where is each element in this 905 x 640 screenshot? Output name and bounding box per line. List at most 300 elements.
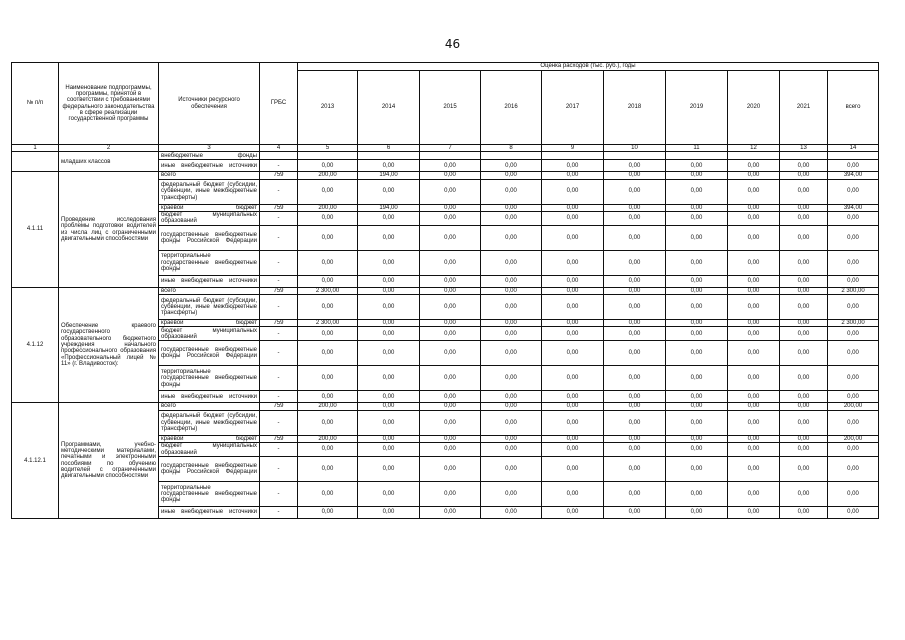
table-row — [12, 152, 879, 160]
source-cell: федеральный бюджет (субсидии, субвенции, иные межбюджетные трансферты) — [159, 410, 260, 435]
value-cell — [298, 152, 358, 160]
header-year: 2015 — [420, 71, 481, 145]
value-cell — [780, 152, 828, 160]
value-cell: 0,00 — [358, 341, 420, 366]
value-cell: 0,00 — [728, 179, 780, 204]
value-cell: 0,00 — [828, 211, 879, 225]
value-cell: 0,00 — [420, 507, 481, 519]
value-cell: 0,00 — [666, 211, 728, 225]
header-year: 2021 — [780, 71, 828, 145]
value-cell: 0,00 — [728, 507, 780, 519]
column-number: 11 — [666, 145, 728, 152]
column-number: 2 — [59, 145, 159, 152]
value-cell: 0,00 — [780, 295, 828, 320]
grbs-cell: - — [260, 295, 298, 320]
source-cell: территориальные государственные внебюджетные фонды — [159, 482, 260, 507]
value-cell: 2 300,00 — [828, 287, 879, 294]
grbs-cell: - — [260, 179, 298, 204]
value-cell: 0,00 — [728, 287, 780, 294]
value-cell: 0,00 — [780, 391, 828, 403]
value-cell: 0,00 — [780, 403, 828, 410]
value-cell: 0,00 — [728, 327, 780, 341]
value-cell: 0,00 — [666, 443, 728, 457]
column-number: 13 — [780, 145, 828, 152]
value-cell: 0,00 — [604, 410, 666, 435]
column-number: 1 — [12, 145, 59, 152]
grbs-cell: - — [260, 410, 298, 435]
value-cell: 0,00 — [542, 295, 604, 320]
value-cell — [828, 152, 879, 160]
value-cell: 0,00 — [728, 403, 780, 410]
value-cell: 0,00 — [728, 250, 780, 275]
value-cell: 0,00 — [298, 327, 358, 341]
grbs-cell: - — [260, 275, 298, 287]
value-cell: 0,00 — [780, 287, 828, 294]
value-cell: 0,00 — [358, 320, 420, 327]
value-cell: 0,00 — [828, 295, 879, 320]
value-cell: 0,00 — [481, 507, 542, 519]
value-cell: 0,00 — [420, 320, 481, 327]
value-cell — [481, 152, 542, 160]
value-cell: 0,00 — [481, 443, 542, 457]
value-cell: 0,00 — [728, 225, 780, 250]
value-cell: 0,00 — [828, 482, 879, 507]
grbs-cell: 759 — [260, 287, 298, 294]
value-cell: 0,00 — [728, 391, 780, 403]
column-number: 12 — [728, 145, 780, 152]
value-cell: 0,00 — [666, 160, 728, 172]
value-cell: 0,00 — [666, 275, 728, 287]
source-cell: краевой бюджет — [159, 320, 260, 327]
value-cell: 0,00 — [358, 225, 420, 250]
value-cell: 0,00 — [728, 320, 780, 327]
value-cell: 0,00 — [780, 275, 828, 287]
value-cell: 0,00 — [358, 275, 420, 287]
value-cell: 0,00 — [420, 341, 481, 366]
value-cell: 0,00 — [666, 287, 728, 294]
value-cell: 0,00 — [358, 327, 420, 341]
value-cell: 0,00 — [728, 366, 780, 391]
grbs-cell: 759 — [260, 320, 298, 327]
value-cell: 0,00 — [481, 295, 542, 320]
value-cell: 0,00 — [728, 172, 780, 179]
value-cell: 0,00 — [358, 179, 420, 204]
grbs-cell: 759 — [260, 204, 298, 211]
row-code: 4.1.12 — [12, 287, 59, 403]
value-cell: 0,00 — [604, 507, 666, 519]
value-cell: 0,00 — [666, 482, 728, 507]
value-cell: 0,00 — [358, 366, 420, 391]
grbs-cell: - — [260, 366, 298, 391]
value-cell: 0,00 — [666, 172, 728, 179]
value-cell: 0,00 — [542, 391, 604, 403]
value-cell: 0,00 — [298, 482, 358, 507]
value-cell: 0,00 — [298, 179, 358, 204]
value-cell: 0,00 — [728, 341, 780, 366]
row-code: 4.1.12.1 — [12, 403, 59, 519]
value-cell: 0,00 — [420, 327, 481, 341]
table-row — [12, 172, 879, 179]
value-cell: 0,00 — [828, 225, 879, 250]
value-cell: 0,00 — [542, 403, 604, 410]
grbs-cell — [260, 152, 298, 160]
value-cell: 0,00 — [728, 160, 780, 172]
value-cell: 0,00 — [728, 443, 780, 457]
value-cell: 0,00 — [358, 435, 420, 442]
value-cell: 0,00 — [358, 391, 420, 403]
row-code — [12, 152, 59, 172]
row-name: младших классов — [59, 152, 159, 172]
table-row — [12, 287, 879, 294]
header-sources: Источники ресурсного обеспечения — [159, 63, 260, 145]
value-cell: 0,00 — [420, 391, 481, 403]
value-cell: 0,00 — [298, 250, 358, 275]
value-cell: 0,00 — [780, 179, 828, 204]
value-cell — [666, 152, 728, 160]
value-cell: 0,00 — [420, 211, 481, 225]
value-cell: 0,00 — [420, 295, 481, 320]
value-cell: 200,00 — [298, 172, 358, 179]
value-cell: 200,00 — [828, 403, 879, 410]
value-cell: 0,00 — [728, 457, 780, 482]
value-cell: 0,00 — [481, 211, 542, 225]
value-cell: 0,00 — [828, 410, 879, 435]
value-cell: 0,00 — [604, 204, 666, 211]
value-cell: 0,00 — [604, 172, 666, 179]
value-cell: 0,00 — [481, 204, 542, 211]
column-number: 7 — [420, 145, 481, 152]
value-cell: 0,00 — [666, 204, 728, 211]
value-cell: 0,00 — [666, 295, 728, 320]
value-cell: 0,00 — [542, 507, 604, 519]
value-cell: 0,00 — [828, 443, 879, 457]
source-cell: иные внебюджетные источники — [159, 507, 260, 519]
column-number: 14 — [828, 145, 879, 152]
value-cell: 0,00 — [604, 250, 666, 275]
value-cell: 0,00 — [298, 391, 358, 403]
header-grbs: ГРБС — [260, 63, 298, 145]
value-cell: 0,00 — [542, 287, 604, 294]
value-cell: 0,00 — [542, 211, 604, 225]
value-cell: 0,00 — [298, 160, 358, 172]
value-cell: 0,00 — [481, 327, 542, 341]
grbs-cell: - — [260, 341, 298, 366]
value-cell: 0,00 — [420, 403, 481, 410]
value-cell: 0,00 — [298, 443, 358, 457]
source-cell: иные внебюджетные источники — [159, 275, 260, 287]
column-number: 5 — [298, 145, 358, 152]
source-cell: государственные внебюджетные фонды Российской Федерации — [159, 457, 260, 482]
grbs-cell: - — [260, 160, 298, 172]
value-cell: 0,00 — [298, 341, 358, 366]
header-year: 2020 — [728, 71, 780, 145]
value-cell: 0,00 — [728, 275, 780, 287]
value-cell: 0,00 — [420, 275, 481, 287]
value-cell: 200,00 — [298, 204, 358, 211]
value-cell: 0,00 — [604, 457, 666, 482]
value-cell: 0,00 — [420, 204, 481, 211]
value-cell: 0,00 — [358, 443, 420, 457]
value-cell: 0,00 — [481, 410, 542, 435]
row-name: Программами, учебно-методическими материалами, печатными и электронными пособиями по обучению водителей с ограниченными двигательными способностями — [59, 403, 159, 519]
value-cell: 0,00 — [604, 435, 666, 442]
value-cell: 0,00 — [604, 225, 666, 250]
value-cell: 0,00 — [828, 250, 879, 275]
value-cell: 0,00 — [542, 225, 604, 250]
value-cell: 0,00 — [298, 275, 358, 287]
value-cell: 0,00 — [780, 225, 828, 250]
value-cell: 0,00 — [420, 250, 481, 275]
row-name: Проведение исследования проблемы подготовки водителей из числа лиц с ограниченными двигательными способностями — [59, 172, 159, 288]
value-cell: 0,00 — [358, 211, 420, 225]
value-cell: 0,00 — [358, 160, 420, 172]
header-year: 2019 — [666, 71, 728, 145]
value-cell: 0,00 — [780, 160, 828, 172]
value-cell: 200,00 — [298, 435, 358, 442]
source-cell: государственные внебюджетные фонды Российской Федерации — [159, 341, 260, 366]
value-cell: 0,00 — [728, 410, 780, 435]
value-cell: 0,00 — [780, 366, 828, 391]
value-cell: 0,00 — [358, 507, 420, 519]
value-cell: 0,00 — [481, 225, 542, 250]
value-cell: 0,00 — [298, 457, 358, 482]
value-cell: 394,00 — [828, 204, 879, 211]
value-cell: 0,00 — [481, 179, 542, 204]
value-cell: 0,00 — [481, 287, 542, 294]
header-year: 2013 — [298, 71, 358, 145]
grbs-cell: - — [260, 507, 298, 519]
value-cell: 0,00 — [604, 160, 666, 172]
grbs-cell: - — [260, 443, 298, 457]
value-cell: 0,00 — [780, 250, 828, 275]
column-number: 3 — [159, 145, 260, 152]
value-cell: 0,00 — [666, 457, 728, 482]
value-cell: 194,00 — [358, 204, 420, 211]
value-cell: 0,00 — [666, 179, 728, 204]
value-cell: 0,00 — [828, 457, 879, 482]
column-number: 9 — [542, 145, 604, 152]
value-cell: 0,00 — [420, 482, 481, 507]
grbs-cell: 759 — [260, 435, 298, 442]
value-cell: 0,00 — [828, 507, 879, 519]
value-cell: 0,00 — [298, 295, 358, 320]
value-cell — [542, 152, 604, 160]
column-number: 6 — [358, 145, 420, 152]
grbs-cell: 759 — [260, 403, 298, 410]
value-cell: 0,00 — [420, 410, 481, 435]
value-cell: 0,00 — [481, 160, 542, 172]
page-number: 46 — [444, 37, 461, 51]
source-cell: территориальные государственные внебюджетные фонды — [159, 250, 260, 275]
value-cell: 0,00 — [728, 482, 780, 507]
value-cell: 0,00 — [604, 403, 666, 410]
value-cell: 0,00 — [828, 327, 879, 341]
value-cell: 0,00 — [780, 172, 828, 179]
column-number: 4 — [260, 145, 298, 152]
value-cell: 0,00 — [420, 435, 481, 442]
header-year: всего — [828, 71, 879, 145]
source-cell: краевой бюджет — [159, 435, 260, 442]
value-cell: 0,00 — [780, 341, 828, 366]
source-cell: всего — [159, 403, 260, 410]
value-cell: 0,00 — [481, 320, 542, 327]
source-cell: внебюджетные фонды — [159, 152, 260, 160]
value-cell: 0,00 — [298, 366, 358, 391]
value-cell: 0,00 — [358, 457, 420, 482]
value-cell: 0,00 — [780, 482, 828, 507]
value-cell: 0,00 — [542, 204, 604, 211]
value-cell: 0,00 — [780, 410, 828, 435]
grbs-cell: - — [260, 482, 298, 507]
source-cell: всего — [159, 287, 260, 294]
header-year: 2018 — [604, 71, 666, 145]
value-cell: 0,00 — [542, 320, 604, 327]
column-number: 8 — [481, 145, 542, 152]
value-cell: 394,00 — [828, 172, 879, 179]
value-cell: 0,00 — [481, 275, 542, 287]
value-cell: 2 300,00 — [828, 320, 879, 327]
value-cell: 0,00 — [666, 403, 728, 410]
value-cell: 0,00 — [666, 250, 728, 275]
row-code: 4.1.11 — [12, 172, 59, 288]
value-cell: 0,00 — [542, 457, 604, 482]
source-cell: бюджет муниципальных образований — [159, 327, 260, 341]
value-cell: 0,00 — [542, 327, 604, 341]
value-cell: 0,00 — [542, 341, 604, 366]
value-cell — [358, 152, 420, 160]
value-cell: 0,00 — [604, 295, 666, 320]
grbs-cell: - — [260, 457, 298, 482]
value-cell — [604, 152, 666, 160]
value-cell: 0,00 — [828, 341, 879, 366]
header-year: 2014 — [358, 71, 420, 145]
value-cell: 0,00 — [481, 172, 542, 179]
value-cell: 0,00 — [666, 320, 728, 327]
value-cell: 0,00 — [828, 179, 879, 204]
row-name: Обеспечение краевого государственного образовательного бюджетного учреждения начального профессионального образования «Профессиональный лицей № 11» (г. Владивосток): — [59, 287, 159, 403]
value-cell: 0,00 — [828, 160, 879, 172]
value-cell: 0,00 — [728, 295, 780, 320]
value-cell: 0,00 — [481, 435, 542, 442]
source-cell: федеральный бюджет (субсидии, субвенции, иные межбюджетные трансферты) — [159, 295, 260, 320]
value-cell: 0,00 — [780, 204, 828, 211]
value-cell: 0,00 — [358, 250, 420, 275]
header-num: № п/п — [12, 63, 59, 145]
value-cell: 0,00 — [780, 327, 828, 341]
expense-table — [11, 62, 879, 519]
value-cell: 0,00 — [358, 403, 420, 410]
value-cell: 0,00 — [780, 443, 828, 457]
value-cell: 0,00 — [358, 295, 420, 320]
value-cell: 0,00 — [666, 410, 728, 435]
value-cell: 0,00 — [604, 287, 666, 294]
table-row — [12, 403, 879, 410]
value-cell: 0,00 — [604, 320, 666, 327]
source-cell: федеральный бюджет (субсидии, субвенции, иные межбюджетные трансферты) — [159, 179, 260, 204]
value-cell: 0,00 — [542, 366, 604, 391]
value-cell — [420, 152, 481, 160]
source-cell: краевой бюджет — [159, 204, 260, 211]
value-cell: 0,00 — [481, 366, 542, 391]
value-cell: 0,00 — [420, 172, 481, 179]
value-cell: 0,00 — [666, 507, 728, 519]
value-cell: 194,00 — [358, 172, 420, 179]
value-cell: 0,00 — [780, 211, 828, 225]
source-cell: всего — [159, 172, 260, 179]
value-cell: 0,00 — [481, 250, 542, 275]
value-cell: 0,00 — [542, 250, 604, 275]
value-cell: 0,00 — [542, 443, 604, 457]
value-cell: 0,00 — [358, 410, 420, 435]
value-cell: 0,00 — [542, 179, 604, 204]
header-year: 2017 — [542, 71, 604, 145]
value-cell: 0,00 — [604, 211, 666, 225]
value-cell: 0,00 — [420, 287, 481, 294]
source-cell: иные внебюджетные источники — [159, 391, 260, 403]
value-cell: 0,00 — [666, 341, 728, 366]
value-cell: 0,00 — [828, 366, 879, 391]
value-cell: 0,00 — [420, 160, 481, 172]
value-cell: 0,00 — [358, 482, 420, 507]
value-cell: 0,00 — [420, 457, 481, 482]
value-cell: 0,00 — [542, 410, 604, 435]
value-cell: 0,00 — [604, 275, 666, 287]
value-cell: 0,00 — [542, 435, 604, 442]
value-cell: 0,00 — [298, 507, 358, 519]
value-cell: 0,00 — [604, 366, 666, 391]
value-cell: 0,00 — [666, 366, 728, 391]
value-cell: 0,00 — [542, 275, 604, 287]
value-cell: 0,00 — [666, 391, 728, 403]
value-cell: 0,00 — [542, 482, 604, 507]
value-cell: 0,00 — [420, 366, 481, 391]
value-cell: 0,00 — [420, 443, 481, 457]
source-cell: территориальные государственные внебюджетные фонды — [159, 366, 260, 391]
value-cell: 0,00 — [604, 482, 666, 507]
value-cell: 0,00 — [604, 391, 666, 403]
value-cell: 0,00 — [666, 327, 728, 341]
value-cell: 0,00 — [420, 225, 481, 250]
grbs-cell: - — [260, 327, 298, 341]
grbs-cell: 759 — [260, 172, 298, 179]
value-cell: 2 300,00 — [298, 287, 358, 294]
value-cell: 0,00 — [481, 341, 542, 366]
value-cell: 0,00 — [828, 275, 879, 287]
grbs-cell: - — [260, 391, 298, 403]
source-cell: государственные внебюджетные фонды Российской Федерации — [159, 225, 260, 250]
value-cell: 0,00 — [604, 327, 666, 341]
value-cell: 0,00 — [298, 410, 358, 435]
column-number: 10 — [604, 145, 666, 152]
value-cell: 0,00 — [828, 391, 879, 403]
value-cell: 0,00 — [420, 179, 481, 204]
value-cell: 2 300,00 — [298, 320, 358, 327]
value-cell: 0,00 — [604, 179, 666, 204]
value-cell: 200,00 — [298, 403, 358, 410]
header-year: 2016 — [481, 71, 542, 145]
value-cell: 0,00 — [298, 211, 358, 225]
value-cell — [728, 152, 780, 160]
source-cell: иные внебюджетные источники — [159, 160, 260, 172]
value-cell: 0,00 — [298, 225, 358, 250]
value-cell: 0,00 — [358, 287, 420, 294]
value-cell: 0,00 — [481, 457, 542, 482]
value-cell: 0,00 — [666, 225, 728, 250]
value-cell: 0,00 — [728, 204, 780, 211]
source-cell: бюджет муниципальных образований — [159, 211, 260, 225]
value-cell: 0,00 — [666, 435, 728, 442]
value-cell: 200,00 — [828, 435, 879, 442]
